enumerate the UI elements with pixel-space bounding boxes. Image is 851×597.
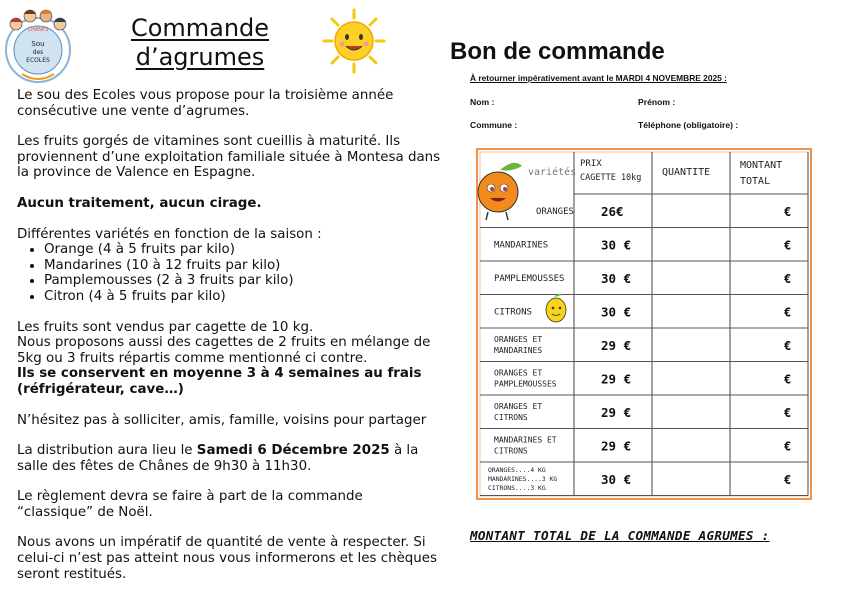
total-cell[interactable]: €: [784, 405, 792, 420]
no-treatment-note: Aucun traitement, aucun cirage.: [17, 195, 262, 211]
quantity-cell[interactable]: [654, 196, 728, 226]
price-cell: 30 €: [601, 270, 632, 286]
price-cell: 29 €: [601, 371, 632, 387]
price-cell: 30 €: [601, 304, 632, 320]
sou-des-ecoles-logo: [2, 4, 74, 84]
quantity-cell[interactable]: [654, 230, 728, 260]
total-cell[interactable]: €: [784, 472, 792, 487]
price-cell: 30 €: [601, 471, 632, 487]
intro-text: [17, 88, 442, 597]
nom-field[interactable]: Nom :: [470, 97, 495, 107]
variety-label: CITRONS: [494, 446, 528, 456]
variety-label: CITRONS....3 KG: [488, 483, 546, 492]
total-cell[interactable]: €: [784, 238, 792, 253]
packaging-line-1: Les fruits sont vendus par cagette de 10 kg.: [17, 319, 314, 335]
total-cell[interactable]: €: [784, 204, 792, 219]
variety-label: CITRONS: [494, 307, 532, 318]
varieties-intro: Différentes variétés en fonction de la saison :: [17, 226, 322, 242]
payment-paragraph: Le règlement devra se faire à part de la commande “classique” de Noël.: [17, 489, 363, 520]
packaging-paragraph: [17, 320, 442, 398]
header-cagette: CAGETTE 10kg: [580, 173, 642, 183]
list-item: • Citron (4 à 5 fruits par kilo): [44, 289, 442, 305]
header-montant: MONTANT: [740, 160, 783, 171]
header-varietes: variétés: [528, 167, 577, 178]
quantity-cell[interactable]: [654, 397, 728, 427]
title-line-1: Commande: [130, 14, 270, 42]
variety-label: ORANGES ET: [494, 402, 543, 412]
quantity-cell[interactable]: [654, 330, 728, 360]
title-line-2: d’agrumes: [135, 43, 265, 71]
price-cell: 30 €: [601, 237, 632, 253]
svg-text:ECOLES: ECOLES: [26, 57, 50, 64]
sun-icon: [322, 8, 386, 74]
list-item: • Mandarines (10 à 12 fruits par kilo): [44, 258, 442, 274]
total-cell[interactable]: €: [784, 338, 792, 353]
grand-total-label: MONTANT TOTAL DE LA COMMANDE AGRUMES :: [470, 528, 770, 543]
distribution-place: à la salle des fêtes de Chânes de 9h30 à 11h30.: [17, 443, 419, 474]
price-cell: 26€: [601, 203, 624, 219]
telephone-field[interactable]: Téléphone (obligatoire) :: [638, 120, 739, 130]
origin-paragraph: Les fruits gorgés de vitamines sont cueillis à maturité. Ils proviennent d’une exploitation familiale située à Montesa dans la province de Valence en Espagne.: [17, 134, 441, 181]
price-cell: 29 €: [601, 337, 632, 353]
variety-label: ORANGES....4 KG: [488, 465, 546, 474]
variety-label: PAMPLEMOUSSES: [494, 273, 565, 284]
order-table: [476, 148, 812, 500]
price-cell: 29 €: [601, 404, 632, 420]
svg-text:des: des: [32, 49, 44, 56]
svg-text:Sou: Sou: [31, 40, 45, 48]
prenom-field[interactable]: Prénom :: [638, 97, 676, 107]
storage-note: Ils se conservent en moyenne 3 à 4 semaines au frais (réfrigérateur, cave…): [17, 366, 422, 397]
total-cell[interactable]: €: [784, 372, 792, 387]
variety-label: MANDARINES ET: [494, 435, 557, 445]
share-paragraph: N’hésitez pas à solliciter, amis, famille, voisins pour partager: [17, 412, 427, 428]
logo-arc-text: CHÂNES: [27, 27, 49, 33]
header-quantite: QUANTITE: [662, 167, 711, 178]
price-cell: 29 €: [601, 438, 632, 454]
total-cell[interactable]: €: [784, 271, 792, 286]
distribution-paragraph: [17, 443, 442, 474]
order-form-title: Bon de commande: [450, 38, 665, 65]
return-deadline: À retourner impérativement avant le MARDI 4 NOVEMBRE 2025 :: [470, 73, 727, 83]
quantity-cell[interactable]: [654, 364, 728, 394]
header-prix: PRIX: [580, 159, 602, 169]
variety-label: MANDARINES....3 KG: [488, 474, 558, 483]
intro-paragraph: Le sou des Ecoles vous propose pour la troisième année consécutive une vente d’agrumes.: [17, 88, 394, 119]
variety-label: MANDARINES: [494, 240, 549, 251]
packaging-line-2: Nous proposons aussi des cagettes de 2 fruits en mélange de 5kg ou 3 fruits répartis comme mentionné ci contre.: [17, 335, 431, 366]
total-cell[interactable]: €: [784, 439, 792, 454]
quantity-paragraph: Nous avons un impératif de quantité de vente à respecter. Si celui-ci n’est pas atteint nous vous informerons et les chèques seront restitués.: [17, 535, 438, 582]
quantity-cell[interactable]: [654, 464, 728, 494]
total-cell[interactable]: €: [784, 305, 792, 320]
header-total: TOTAL: [740, 176, 771, 187]
list-item: • Pamplemousses (2 à 3 fruits par kilo): [44, 273, 442, 289]
variety-label: PAMPLEMOUSSES: [494, 379, 557, 389]
distribution-text: La distribution aura lieu le: [17, 443, 197, 459]
variety-label: ORANGES ET: [494, 368, 543, 378]
quantity-cell[interactable]: [654, 263, 728, 293]
quantity-cell[interactable]: [654, 297, 728, 327]
list-item: • Orange (4 à 5 fruits par kilo): [44, 242, 442, 258]
variety-label: CITRONS: [494, 413, 528, 423]
distribution-date: Samedi 6 Décembre 2025: [196, 443, 390, 459]
page-title: [112, 14, 288, 72]
commune-field[interactable]: Commune :: [470, 120, 518, 130]
variety-label: MANDARINES: [494, 346, 543, 356]
varieties-list: [17, 242, 442, 304]
variety-label: ORANGES ET: [494, 335, 543, 345]
quantity-cell[interactable]: [654, 431, 728, 461]
variety-label: ORANGES: [536, 206, 574, 217]
